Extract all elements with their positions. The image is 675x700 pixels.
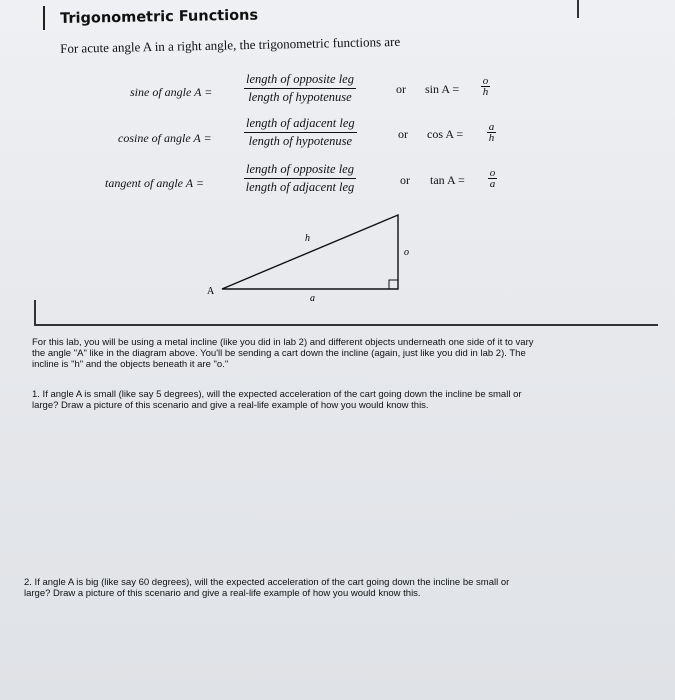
sin-small-den: h [482,86,489,98]
cosine-fraction [244,116,357,149]
sine-denominator: length of hypotenuse [248,90,352,104]
tangent-numerator: length of opposite leg [244,162,356,179]
cos-small-den: h [488,132,495,144]
hypotenuse-label: h [305,233,310,244]
sin-small-num: o [482,75,489,87]
tangent-fraction [244,162,356,195]
text-line: For this lab, you will be using a metal incline (like you did in lab 2) and different objects underneath one side of it to vary [32,337,534,348]
or-text: or [400,173,410,187]
question-2 [24,577,509,599]
text-line: large? Draw a picture of this scenario and give a real-life example of how you would know this. [32,400,429,411]
adjacent-label: a [310,293,315,304]
or-text: or [396,82,406,96]
tan-small-den: a [489,178,496,190]
cosine-numerator: length of adjacent leg [244,116,357,133]
sine-numerator: length of opposite leg [244,72,356,89]
text-line: incline is "h" and the objects beneath it are "o." [32,359,229,370]
cos-small-fraction [487,122,496,143]
text-line: large? Draw a picture of this scenario and give a real-life example of how you would know this. [24,588,421,599]
text-line: 1. If angle A is small (like say 5 degrees), will the expected acceleration of the cart going down the incline be small or [32,389,522,400]
tan-abbr: tan A = [430,173,465,187]
tan-small-num: o [489,167,496,179]
cosine-denominator: length of hypotenuse [248,134,353,148]
text-line: the angle "A" like in the diagram above. You'll be sending a cart down the incline (again, just like you did in lab 2). The [32,348,526,359]
sine-fraction [244,72,356,105]
page-title: Trigonometric Functions [60,7,259,27]
lab-intro-paragraph [32,337,534,370]
sin-abbr: sin A = [425,82,460,96]
tangent-denominator: length of adjacent leg [245,180,355,194]
triangle-shape [222,215,398,289]
right-angle-mark [389,280,398,289]
margin-line [577,0,579,18]
tangent-label: tangent of angle A = [105,176,204,190]
cos-abbr: cos A = [427,127,464,141]
sine-label: sine of angle A = [130,85,213,99]
cos-small-num: a [488,121,495,133]
or-text: or [398,127,408,141]
sin-small-fraction [481,76,490,97]
question-1 [32,389,522,411]
margin-line [43,6,45,30]
tan-small-fraction [488,168,497,189]
opposite-label: o [404,247,409,258]
text-line: 2. If angle A is big (like say 60 degrees), will the expected acceleration of the cart going down the incline be small or [24,577,510,588]
intro-text: For acute angle A in a right angle, the trigonometric functions are [60,33,401,56]
section-divider [34,300,658,326]
angle-label: A [207,286,215,297]
cosine-label: cosine of angle A = [118,131,212,145]
right-triangle-diagram [207,205,420,305]
